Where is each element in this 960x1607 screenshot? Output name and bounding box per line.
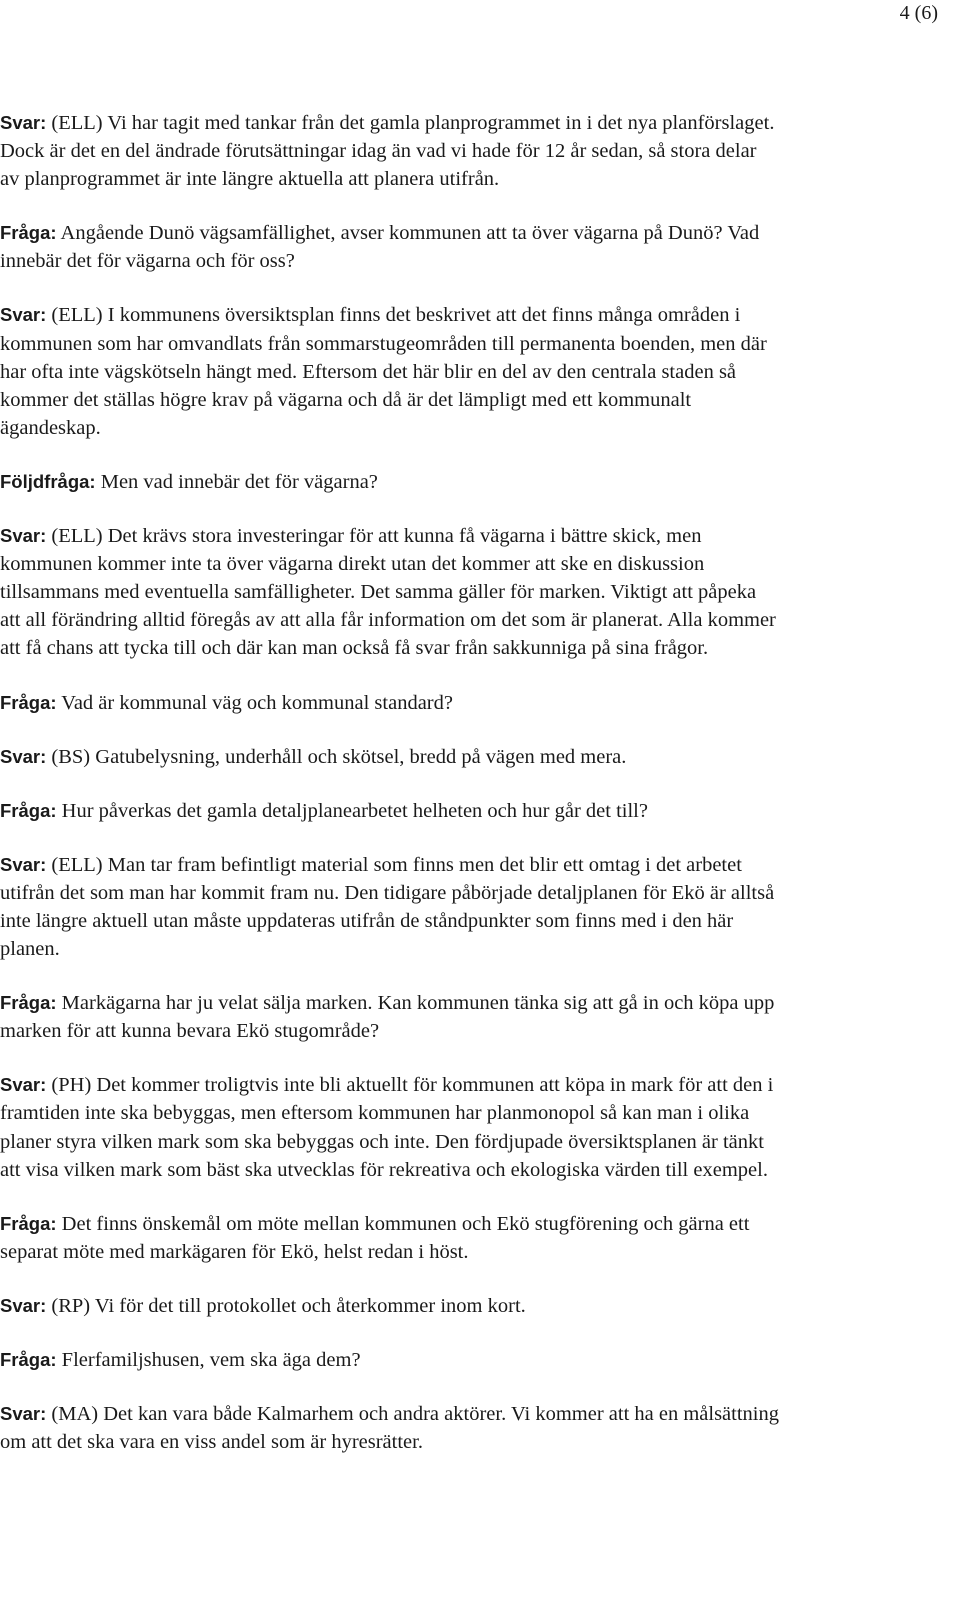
question-label: Fråga: xyxy=(0,1212,57,1234)
answer-text: (PH) Det kommer troligtvis inte bli aktuellt för kommunen att köpa in mark för att den i framtiden inte ska bebyggas, men eftersom kommunen har planmonopol så kan man i olika planer styra vilken mark som ska bebyggas och inte. Den fördjupade översiktsplanen är tänkt att visa vilken mark som bäst ska utvecklas för rekreativa och ekologiska värden till exempel. xyxy=(0,1074,774,1181)
followup-text: Men vad innebär det för vägarna? xyxy=(95,470,378,493)
qa-paragraph xyxy=(0,468,780,496)
qa-paragraph xyxy=(0,689,780,717)
question-text: Hur påverkas det gamla detaljplanearbetet helheten och hur går det till? xyxy=(56,799,648,822)
qa-paragraph xyxy=(0,851,780,963)
question-label: Fråga: xyxy=(0,992,57,1014)
qa-paragraph xyxy=(0,301,780,441)
answer-text: (MA) Det kan vara både Kalmarhem och andra aktörer. Vi kommer att ha en målsättning om att det ska vara en viss andel som är hyresrätter. xyxy=(0,1403,779,1454)
qa-paragraph xyxy=(0,743,780,771)
answer-label: Svar: xyxy=(0,304,47,326)
question-label: Fråga: xyxy=(0,1349,57,1370)
answer-label: Svar: xyxy=(0,1294,47,1316)
question-text: Flerfamiljshusen, vem ska äga dem? xyxy=(56,1349,361,1371)
qa-paragraph xyxy=(0,1210,780,1266)
page-number: 4 (6) xyxy=(899,2,938,24)
answer-text: (ELL) Det krävs stora investeringar för att kunna få vägarna i bättre skick, men kommunen kommer inte ta över vägarna direkt utan det kommer att ske en diskussion tillsammans med eventuella samfälligheter. Det samma gäller för marken. Viktigt att påpeka att all förändring alltid föregås av att alla får information om det som är planerat. Alla kommer att få chans att tycka till och där kan man också få svar från sakkunniga på sina frågor. xyxy=(0,525,776,660)
answer-label: Svar: xyxy=(0,1403,47,1425)
qa-paragraph xyxy=(0,1346,780,1374)
question-text: Vad är kommunal väg och kommunal standard? xyxy=(56,691,453,714)
question-text: Angående Dunö vägsamfällighet, avser kommunen att ta över vägarna på Dunö? Vad innebär det för vägarna och för oss? xyxy=(0,222,760,273)
qa-paragraph xyxy=(0,109,780,193)
answer-label: Svar: xyxy=(0,1074,47,1096)
qa-paragraph xyxy=(0,1400,780,1456)
answer-label: Svar: xyxy=(0,745,47,767)
question-label: Fråga: xyxy=(0,799,57,821)
qa-paragraph xyxy=(0,1292,780,1320)
question-text: Det finns önskemål om möte mellan kommunen och Ekö stugförening och gärna ett separat möte med markägaren för Ekö, helst redan i höst. xyxy=(0,1212,750,1263)
answer-text: (BS) Gatubelysning, underhåll och skötsel, bredd på vägen med mera. xyxy=(46,745,627,768)
answer-text: (ELL) Man tar fram befintligt material som finns men det blir ett omtag i det arbetet utifrån det som man har kommit fram nu. Den tidigare påbörjade detaljplanen för Ekö är alltså inte längre aktuell utan måste uppdateras utifrån de ståndpunkter som finns med i den här planen. xyxy=(0,853,775,961)
qa-paragraph xyxy=(0,522,780,662)
question-text: Markägarna har ju velat sälja marken. Kan kommunen tänka sig att gå in och köpa upp marken för att kunna bevara Ekö stugområde? xyxy=(0,992,775,1043)
answer-label: Svar: xyxy=(0,853,47,875)
answer-label: Svar: xyxy=(0,112,47,133)
answer-text: (ELL) Vi har tagit med tankar från det gamla planprogrammet in i det nya planförslaget. Dock är det en del ändrade förutsättningar idag än vad vi hade för 12 år sedan, så stora delar av planprogrammet är inte längre aktuella att planera utifrån. xyxy=(0,112,775,191)
document-body xyxy=(0,109,780,1456)
question-label: Fråga: xyxy=(0,691,57,713)
qa-paragraph xyxy=(0,797,780,825)
answer-label: Svar: xyxy=(0,525,47,547)
qa-paragraph xyxy=(0,1071,780,1183)
qa-paragraph xyxy=(0,219,780,275)
question-label: Fråga: xyxy=(0,222,57,244)
answer-text: (RP) Vi för det till protokollet och återkommer inom kort. xyxy=(46,1294,526,1317)
answer-text: (ELL) I kommunens översiktsplan finns det beskrivet att det finns många områden i kommunen som har omvandlats från sommarstugeområden till permanenta boenden, men där har ofta inte vägskötseln hängt med. Eftersom det här blir en del av den centrala staden så kommer det ställas högre krav på vägarna och då är det lämpligt med ett kommunalt ägandeskap. xyxy=(0,304,767,439)
qa-paragraph xyxy=(0,989,780,1045)
followup-label: Följdfråga: xyxy=(0,470,96,492)
